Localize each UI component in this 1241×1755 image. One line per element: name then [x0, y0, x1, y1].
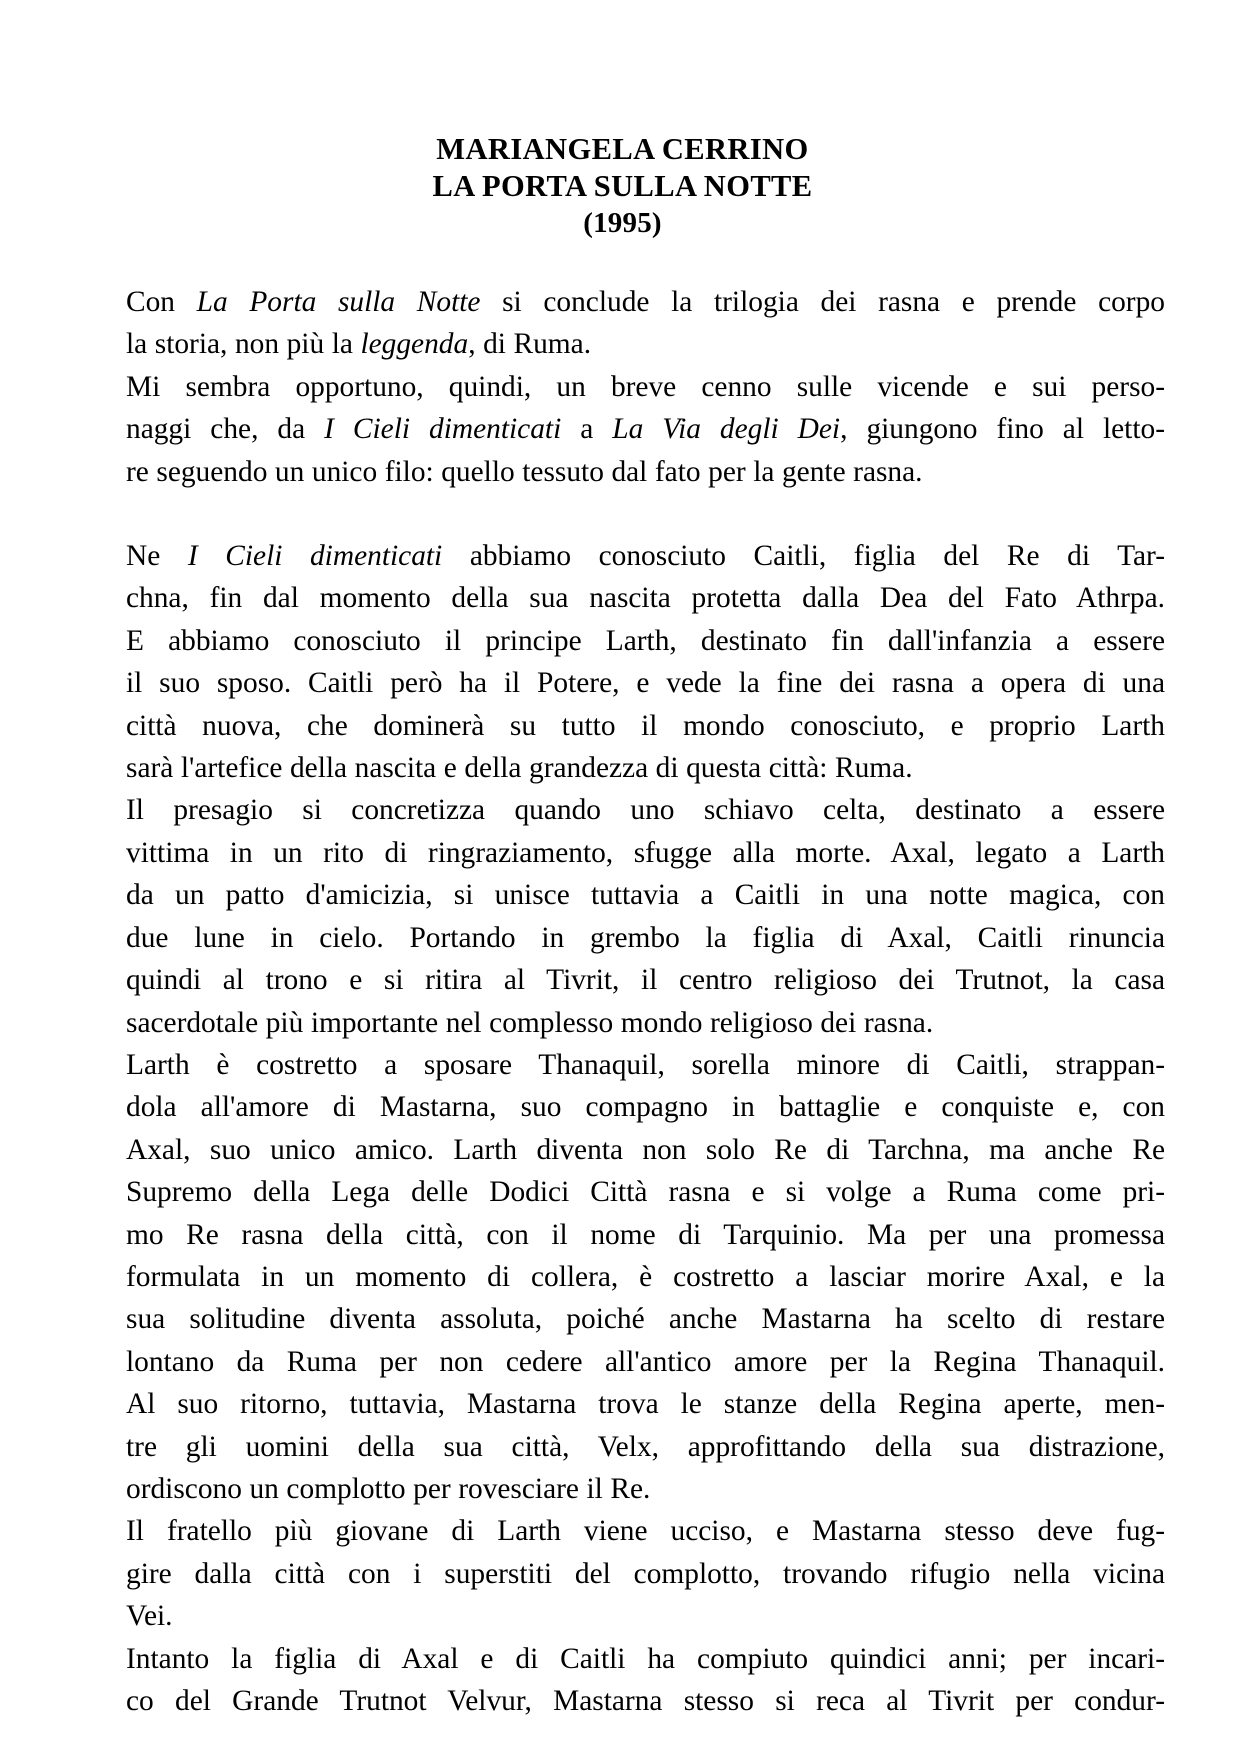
text-run: la storia, non più la — [126, 328, 361, 361]
text-line — [80, 1298, 1165, 1340]
italic-title: La Via degli Dei — [612, 413, 841, 446]
text-line — [80, 366, 1165, 408]
text-line — [80, 959, 1165, 1001]
text-line — [80, 662, 1165, 704]
text-run: Il presagio si concretizza quando uno schiavo celta, destinato a essere — [126, 794, 1165, 827]
body-text — [80, 242, 1165, 1722]
text-line — [80, 1383, 1165, 1425]
paragraph — [80, 1510, 1165, 1637]
paragraph — [80, 1638, 1165, 1723]
text-run: da un patto d'amicizia, si unisce tuttavia a Caitli in una notte magica, con — [126, 879, 1165, 912]
text-line — [80, 1595, 1165, 1637]
text-line — [80, 577, 1165, 619]
text-run: Al suo ritorno, tuttavia, Mastarna trova le stanze della Regina aperte, men- — [126, 1388, 1165, 1421]
italic-title: I Cieli dimenticati — [187, 540, 443, 573]
text-run: a — [561, 413, 613, 446]
text-line — [80, 1171, 1165, 1213]
text-run: sacerdotale più importante nel complesso mondo religioso dei rasna. — [126, 1006, 934, 1039]
text-line — [80, 705, 1165, 747]
text-run: città nuova, che dominerà su tutto il mondo conosciuto, e proprio Larth — [126, 709, 1165, 742]
italic-title: leggenda — [360, 328, 469, 361]
text-run: mo Re rasna della città, con il nome di Tarquinio. Ma per una promessa — [126, 1218, 1165, 1251]
text-line — [80, 1256, 1165, 1298]
title-block — [80, 0, 1165, 242]
text-run: Il fratello più giovane di Larth viene ucciso, e Mastarna stesso deve fug- — [126, 1515, 1165, 1548]
paragraph — [80, 281, 1165, 366]
text-run: tre gli uomini della sua città, Velx, approfittando della sua distrazione, — [126, 1430, 1165, 1463]
text-run: il suo sposo. Caitli però ha il Potere, e vede la fine dei rasna a opera di una — [126, 667, 1165, 700]
text-run: re seguendo un unico filo: quello tessuto dal fato per la gente rasna. — [126, 455, 923, 488]
text-line — [80, 1680, 1165, 1722]
text-run: vittima in un rito di ringraziamento, sfugge alla morte. Axal, legato a Larth — [126, 836, 1165, 869]
paragraph — [80, 366, 1165, 493]
text-run: naggi che, da — [126, 413, 325, 446]
text-line — [80, 281, 1165, 323]
text-run: E abbiamo conosciuto il principe Larth, destinato fin dall'infanzia a essere — [126, 624, 1165, 657]
text-line — [80, 408, 1165, 450]
text-run: Larth è costretto a sposare Thanaquil, sorella minore di Caitli, strappan- — [126, 1048, 1165, 1081]
text-run: , giungono fino al letto- — [840, 413, 1165, 446]
publication-year: (1995) — [583, 207, 662, 239]
text-line — [80, 917, 1165, 959]
text-run: , di Ruma. — [468, 328, 592, 361]
page-content — [80, 0, 1165, 1722]
text-run: Mi sembra opportuno, quindi, un breve cenno sulle vicende e sui perso- — [126, 370, 1165, 403]
text-run: due lune in cielo. Portando in grembo la figlia di Axal, Caitli rinuncia — [126, 921, 1165, 954]
text-line — [80, 1002, 1165, 1044]
paragraph — [80, 535, 1165, 789]
text-run: sarà l'artefice della nascita e della grandezza di questa città: Ruma. — [126, 752, 913, 785]
text-line — [80, 874, 1165, 916]
text-run: formulata in un momento di collera, è costretto a lasciar morire Axal, e la — [126, 1260, 1165, 1293]
text-run: quindi al trono e si ritira al Tivrit, il centro religioso dei Trutnot, la casa — [126, 964, 1165, 997]
text-line — [80, 323, 1165, 365]
text-line — [80, 1553, 1165, 1595]
text-run: gire dalla città con i superstiti del complotto, trovando rifugio nella vicina — [126, 1557, 1165, 1590]
text-line — [80, 451, 1165, 493]
text-line — [80, 1468, 1165, 1510]
text-line — [80, 832, 1165, 874]
text-line — [80, 747, 1165, 789]
italic-title: I Cieli dimenticati — [324, 413, 562, 446]
text-run: Supremo della Lega delle Dodici Città rasna e si volge a Ruma come pri- — [126, 1176, 1165, 1209]
text-line — [80, 1214, 1165, 1256]
text-run: Con — [126, 286, 197, 318]
text-run: chna, fin dal momento della sua nascita protetta dalla Dea del Fato Athrpa. — [126, 582, 1165, 615]
text-line — [80, 1086, 1165, 1128]
text-run: Axal, suo unico amico. Larth diventa non solo Re di Tarchna, ma anche Re — [126, 1133, 1165, 1166]
text-line — [80, 1044, 1165, 1086]
text-run: Vei. — [126, 1600, 173, 1633]
text-run: lontano da Ruma per non cedere all'antico amore per la Regina Thanaquil. — [126, 1345, 1165, 1378]
text-run: dola all'amore di Mastarna, suo compagno in battaglie e conquiste e, con — [126, 1091, 1165, 1124]
text-line — [80, 620, 1165, 662]
text-line — [80, 535, 1165, 577]
text-line — [80, 789, 1165, 831]
text-line — [80, 1510, 1165, 1552]
text-run: si conclude la trilogia dei rasna e prende corpo — [480, 286, 1165, 318]
text-line — [80, 1341, 1165, 1383]
text-line — [80, 1638, 1165, 1680]
italic-title: La Porta sulla Notte — [196, 286, 481, 318]
text-run: co del Grande Trutnot Velvur, Mastarna stesso si reca al Tivrit per condur- — [126, 1685, 1165, 1717]
text-run: Ne — [126, 540, 188, 573]
text-line — [80, 1129, 1165, 1171]
text-run: ordiscono un complotto per rovesciare il Re. — [126, 1472, 651, 1505]
work-title: LA PORTA SULLA NOTTE — [432, 169, 813, 203]
text-run: abbiamo conosciuto Caitli, figlia del Re di Tar- — [442, 540, 1166, 573]
author-name: MARIANGELA CERRINO — [436, 132, 809, 166]
text-line — [80, 1426, 1165, 1468]
paragraph — [80, 789, 1165, 1043]
text-run: Intanto la figlia di Axal e di Caitli ha compiuto quindici anni; per incari- — [126, 1642, 1165, 1675]
text-run: sua solitudine diventa assoluta, poiché anche Mastarna ha scelto di restare — [126, 1303, 1165, 1336]
paragraph — [80, 1044, 1165, 1510]
